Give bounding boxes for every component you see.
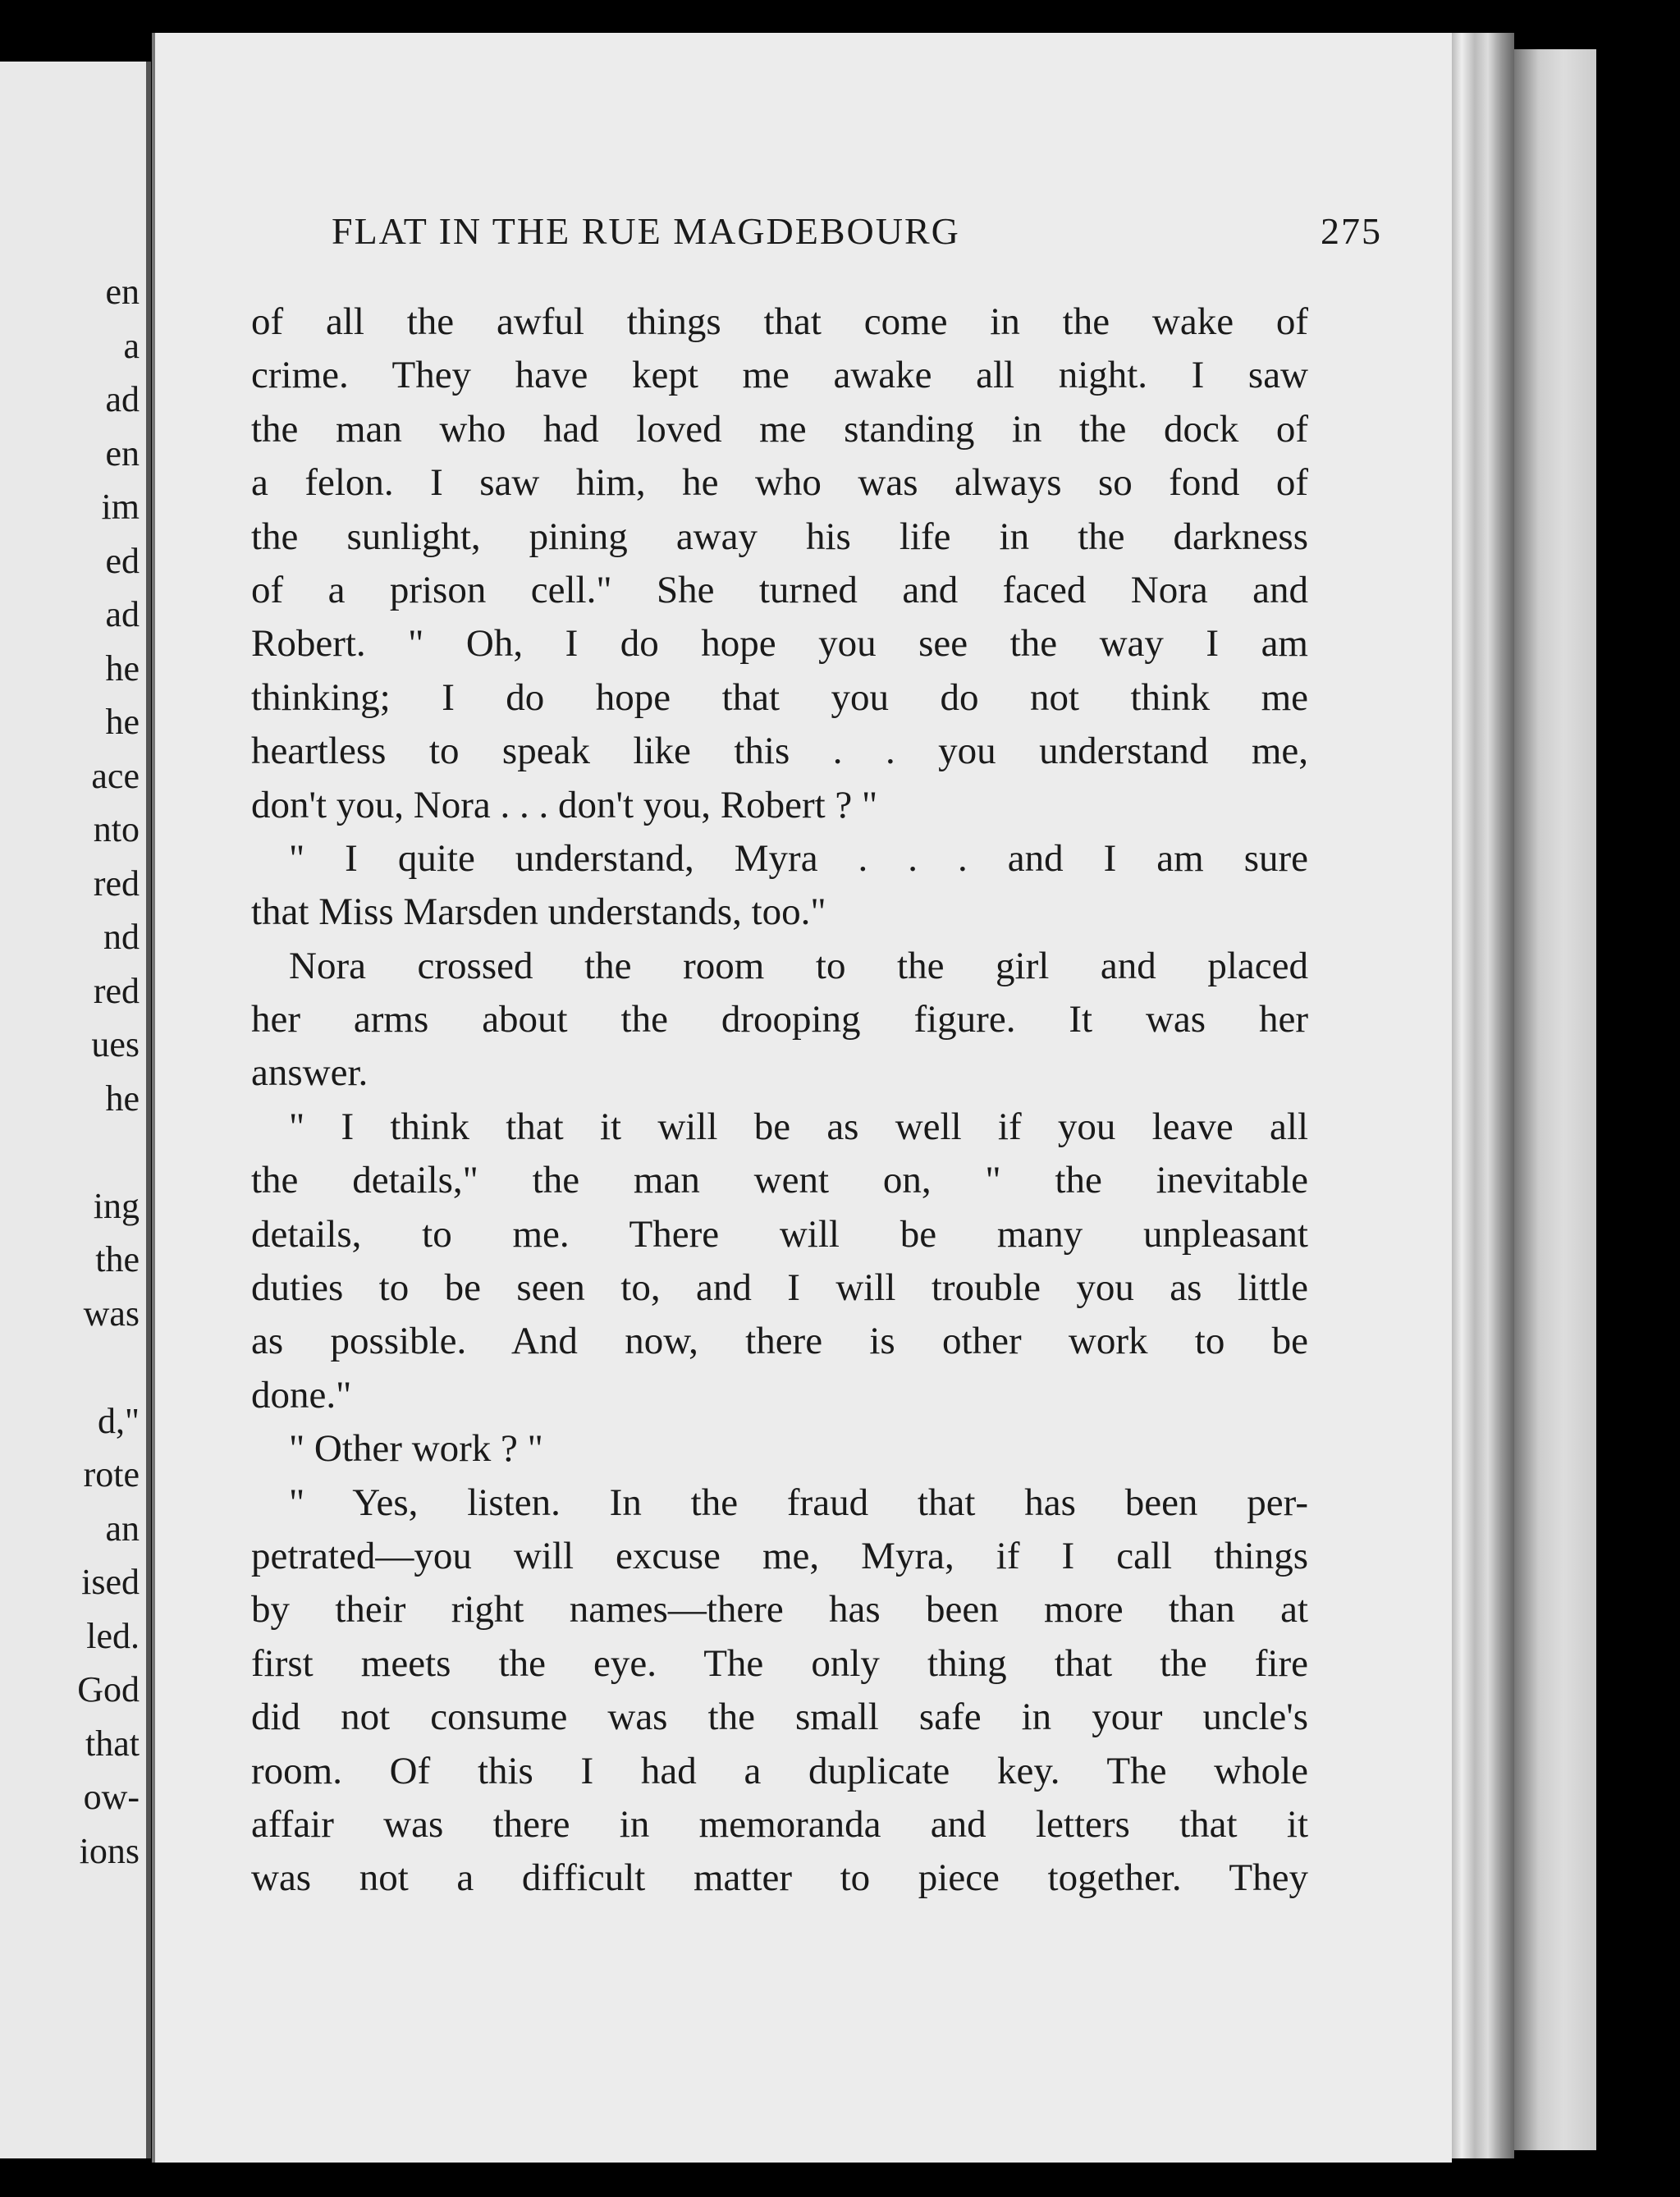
text-line: " Yes, listen. In the fraud that has been per- [289, 1481, 1308, 1524]
left-page-fragment: ed [105, 540, 140, 581]
left-page-fragment: nd [103, 917, 140, 957]
book-edge [1514, 49, 1596, 2150]
text-line: details, to me. There will be many unpleasant [251, 1212, 1308, 1256]
left-page-fragment: that [85, 1723, 140, 1764]
left-page-fragment: red [93, 863, 140, 904]
left-page-fragment: he [105, 648, 140, 689]
left-page-fragment: rote [83, 1454, 140, 1494]
left-page [0, 62, 151, 2158]
left-page-fragment: led. [86, 1615, 140, 1656]
text-line: as possible. And now, there is other work to be [251, 1320, 1308, 1363]
text-line: crime. They have kept me awake all night. I saw [251, 354, 1308, 397]
text-line: was not a difficult matter to piece together. They [251, 1856, 1308, 1900]
text-line: don't you, Nora . . . don't you, Robert ? " [251, 783, 878, 826]
left-page-fragment: ing [93, 1185, 140, 1226]
text-line: by their right names—there has been more than at [251, 1588, 1308, 1632]
left-page-fragment: en [105, 433, 140, 474]
left-page-fragment: ad [105, 379, 140, 419]
left-page-fragment: ues [91, 1024, 140, 1064]
left-page-fragment: God [77, 1669, 140, 1710]
text-line: Robert. " Oh, I do hope you see the way I am [251, 622, 1308, 666]
text-line: the sunlight, pining away his life in the darkness [251, 515, 1308, 558]
text-line: did not consume was the small safe in your uncle's [251, 1696, 1308, 1739]
left-page-fragment: he [105, 702, 140, 742]
left-page-fragment: ow- [83, 1777, 140, 1817]
text-line: " I quite understand, Myra . . . and I am sure [289, 836, 1308, 880]
left-page-fragment: ised [81, 1562, 140, 1602]
running-header [332, 209, 1382, 253]
page-number: 275 [1321, 210, 1382, 252]
running-head-title: FLAT IN THE RUE MAGDEBOURG [332, 210, 960, 252]
page-edge [1449, 33, 1514, 2158]
body-text [251, 295, 1308, 1906]
left-page-fragment: an [105, 1508, 140, 1549]
text-line: first meets the eye. The only thing that the fire [251, 1641, 1308, 1685]
left-page-fragment: was [83, 1293, 140, 1334]
text-line: " I think that it will be as well if you leave all [289, 1105, 1308, 1148]
text-line: heartless to speak like this . . you understand me, [251, 730, 1308, 773]
text-line: the details," the man went on, " the inevitable [251, 1159, 1308, 1202]
text-line: duties to be seen to, and I will trouble you as little [251, 1266, 1308, 1310]
text-line: answer. [251, 1051, 369, 1095]
text-line: thinking; I do hope that you do not think me [251, 675, 1308, 719]
text-line: her arms about the drooping figure. It was her [251, 998, 1308, 1041]
text-line: done." [251, 1373, 352, 1417]
text-line: room. Of this I had a duplicate key. The whole [251, 1749, 1308, 1792]
text-line: affair was there in memoranda and letters that it [251, 1802, 1308, 1846]
text-line: of a prison cell." She turned and faced Nora and [251, 568, 1308, 611]
left-page-fragment: ions [79, 1830, 140, 1871]
text-line: petrated—you will excuse me, Myra, if I call things [251, 1534, 1308, 1577]
right-page [152, 33, 1452, 2163]
left-page-fragment: the [95, 1239, 140, 1279]
left-page-fragment: red [93, 970, 140, 1011]
left-page-fragment: d," [98, 1400, 140, 1441]
text-line: a felon. I saw him, he who was always so fond of [251, 461, 1308, 505]
text-line: that Miss Marsden understands, too." [251, 890, 826, 934]
text-line: " Other work ? " [289, 1427, 543, 1471]
text-line: the man who had loved me standing in the dock of [251, 407, 1308, 451]
left-page-fragment: ad [105, 594, 140, 634]
left-page-fragment: he [105, 1078, 140, 1119]
text-line: of all the awful things that come in the wake of [251, 300, 1308, 343]
left-page-fragment: en [105, 272, 140, 312]
left-page-fragment: nto [93, 809, 140, 849]
left-page-fragment: a [123, 325, 140, 366]
left-page-fragment: im [101, 487, 140, 527]
left-page-fragment: ace [91, 755, 140, 796]
text-line: Nora crossed the room to the girl and placed [289, 944, 1308, 987]
